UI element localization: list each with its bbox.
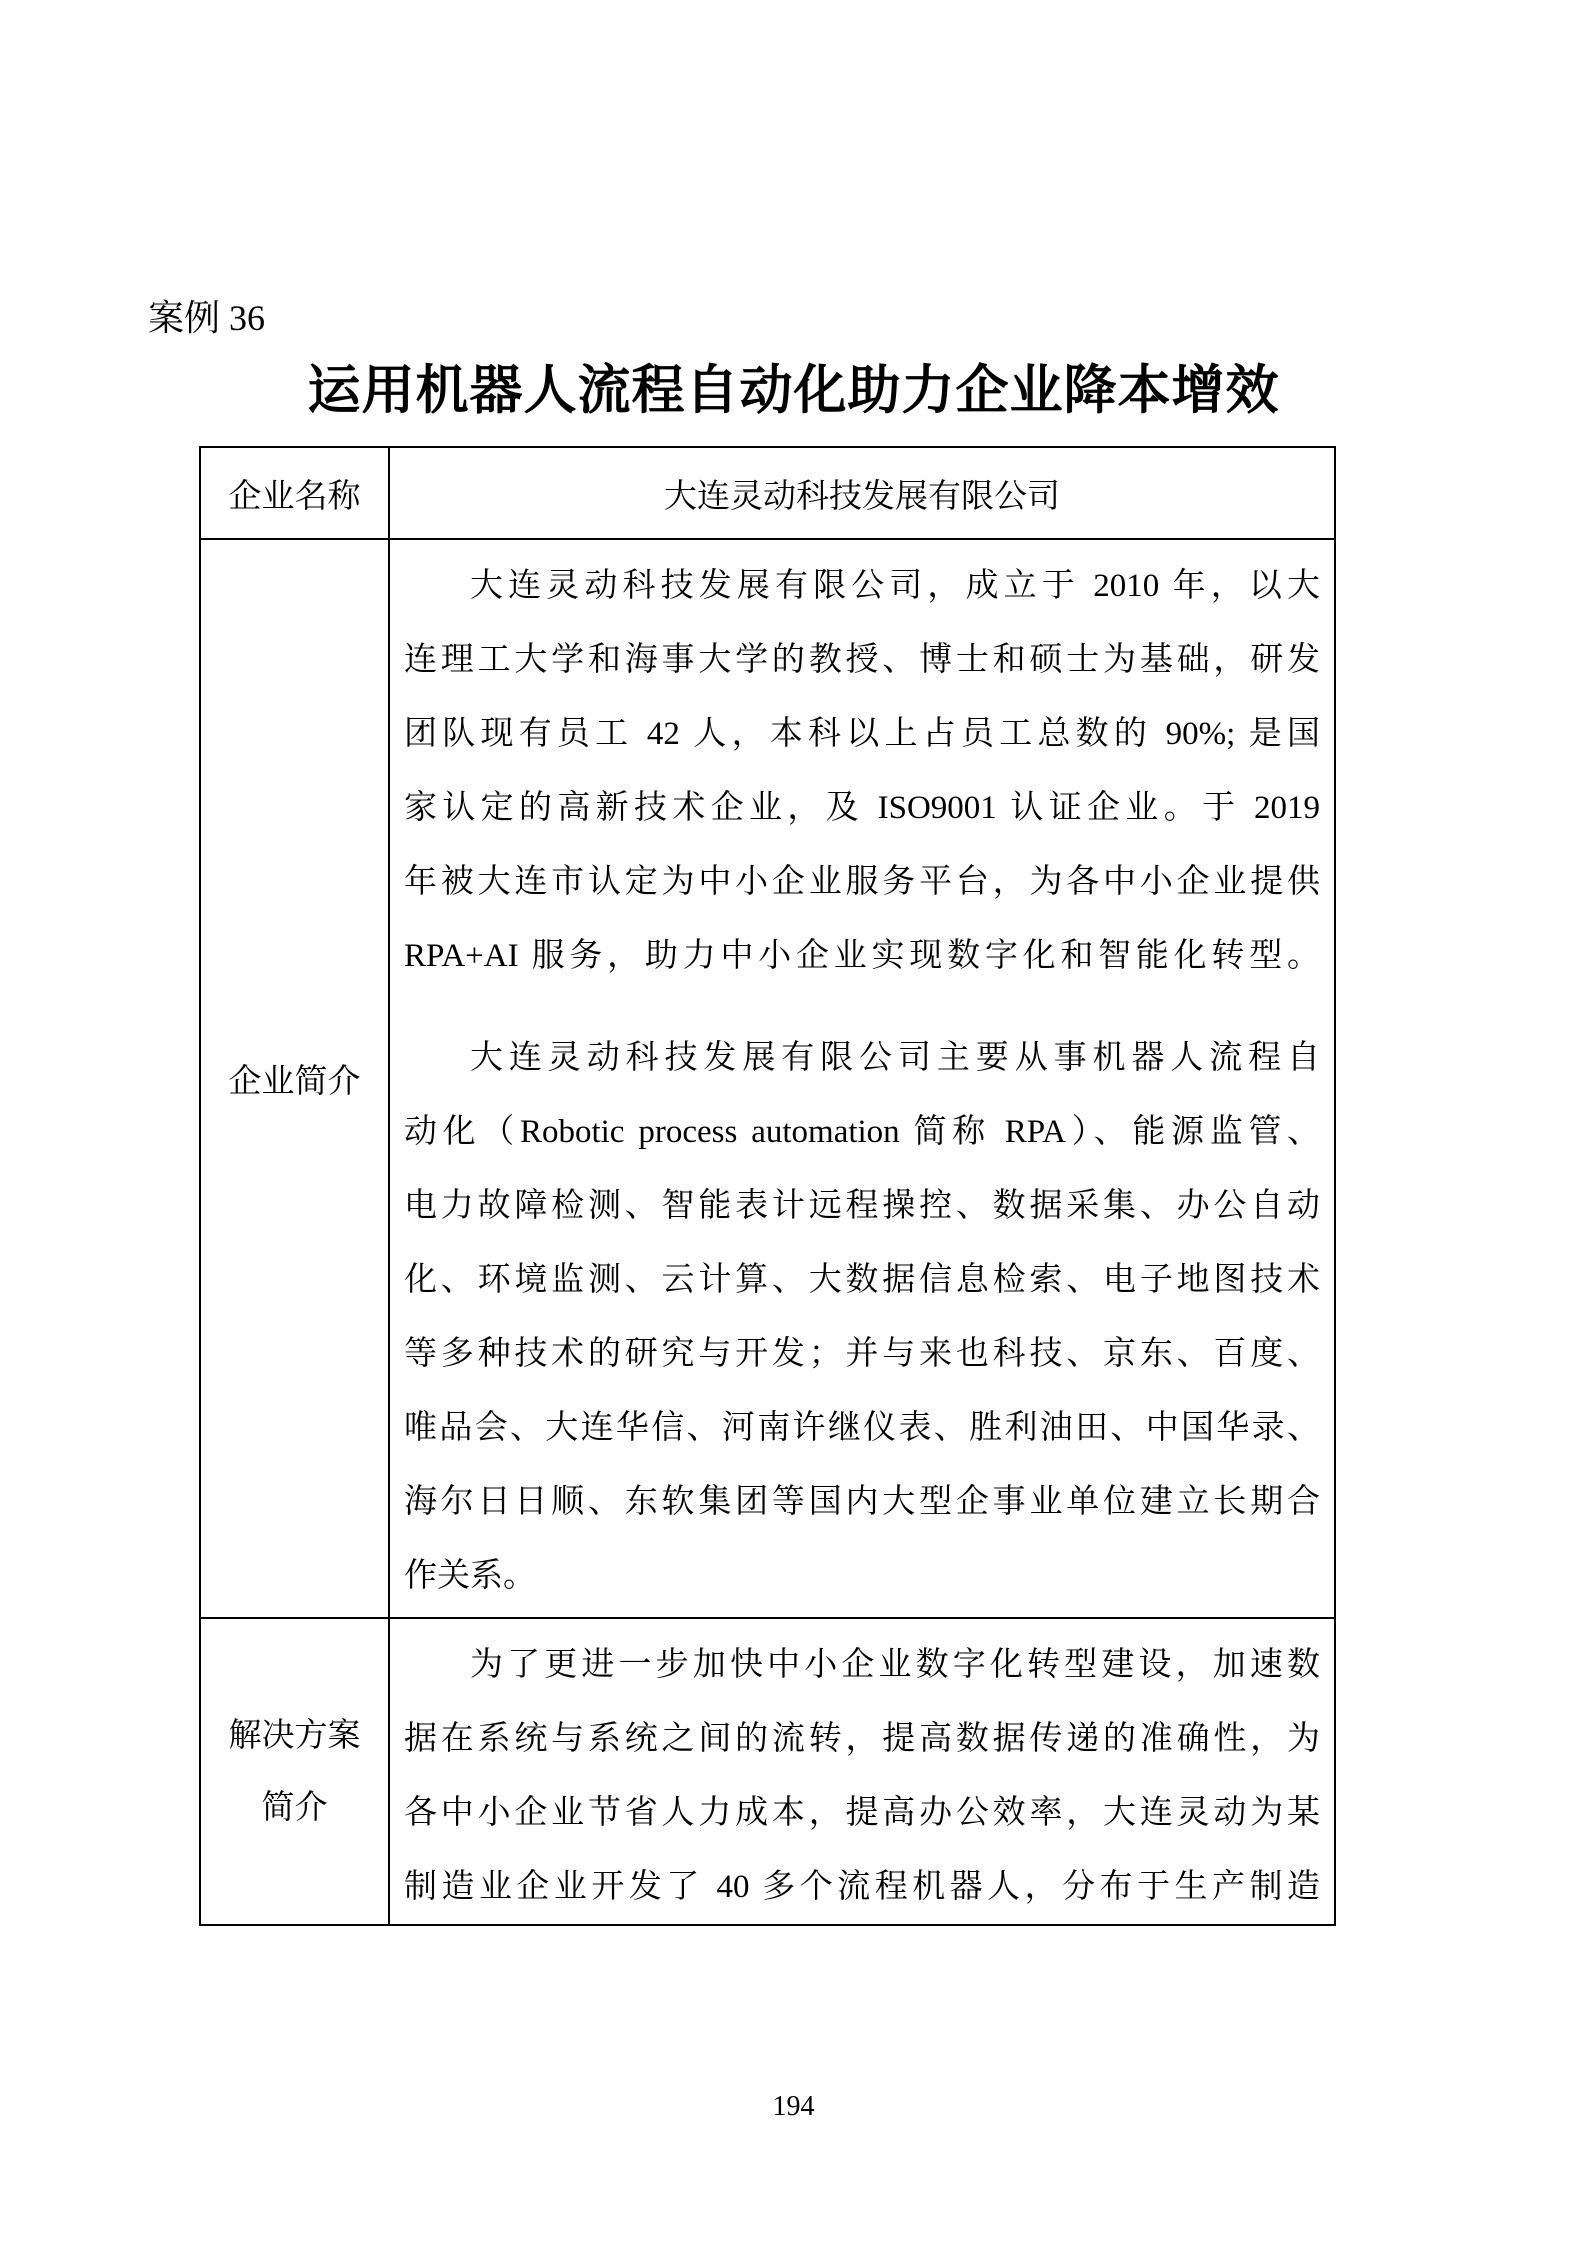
- paragraph: [404, 1628, 1320, 1924]
- text-line: 解决方案: [228, 1717, 361, 1754]
- case-number-label: 案例 36: [148, 298, 266, 338]
- text-line: 作关系。: [404, 1558, 536, 1594]
- text-line: 据在系统与系统之间的流转，提高数据传递的准确性，为: [404, 1721, 1320, 1757]
- paragraph: [404, 549, 1320, 993]
- table-row-solution-brief: [200, 1618, 1335, 1925]
- text-line: 家认定的高新技术企业，及 ISO9001 认证企业。于 2019: [404, 790, 1320, 826]
- case-info-table: [199, 446, 1336, 1926]
- text-line: RPA+AI 服务，助力中小企业实现数字化和智能化转型。: [404, 938, 1320, 974]
- text-line: 制造业企业开发了 40 多个流程机器人，分布于生产制造: [404, 1869, 1320, 1905]
- text-line: 唯品会、大连华信、河南许继仪表、胜利油田、中国华录、: [404, 1410, 1320, 1446]
- page-number: 194: [772, 2091, 815, 2122]
- row-label-company-name: 企业名称: [200, 447, 389, 539]
- row-label-company-profile: 企业简介: [200, 539, 389, 1618]
- table-row-company-name: [200, 447, 1335, 539]
- text-line: 大连灵动科技发展有限公司，成立于 2010 年，以大: [470, 568, 1320, 604]
- solution-brief-content: [389, 1618, 1335, 1925]
- text-line: 简介: [261, 1789, 328, 1826]
- text-line: 大连灵动科技发展有限公司主要从事机器人流程自: [470, 1040, 1320, 1076]
- text-line: 动化（Robotic process automation 简称 RPA）、能源监管、: [404, 1114, 1320, 1150]
- text-line: 团队现有员工 42 人，本科以上占员工总数的 90%; 是国: [404, 716, 1320, 752]
- company-name-value: 大连灵动科技发展有限公司: [389, 447, 1335, 539]
- text-line: 为了更进一步加快中小企业数字化转型建设，加速数: [470, 1647, 1320, 1683]
- text-line: 连理工大学和海事大学的教授、博士和硕士为基础，研发: [404, 642, 1320, 678]
- text-line: 电力故障检测、智能表计远程操控、数据采集、办公自动: [404, 1188, 1320, 1224]
- company-profile-content: [389, 539, 1335, 1618]
- table-row-company-profile: [200, 539, 1335, 1618]
- paragraph: [404, 1021, 1320, 1613]
- document-title: 运用机器人流程自动化助力企业降本增效: [307, 362, 1280, 420]
- text-line: 化、环境监测、云计算、大数据信息检索、电子地图技术: [404, 1262, 1320, 1298]
- text-line: 海尔日日顺、东软集团等国内大型企事业单位建立长期合: [404, 1484, 1320, 1520]
- row-label-solution-brief: [200, 1618, 389, 1925]
- text-line: 各中小企业节省人力成本，提高办公效率，大连灵动为某: [404, 1795, 1320, 1831]
- text-line: 等多种技术的研究与开发；并与来也科技、京东、百度、: [404, 1336, 1320, 1372]
- text-line: 年被大连市认定为中小企业服务平台，为各中小企业提供: [404, 864, 1320, 900]
